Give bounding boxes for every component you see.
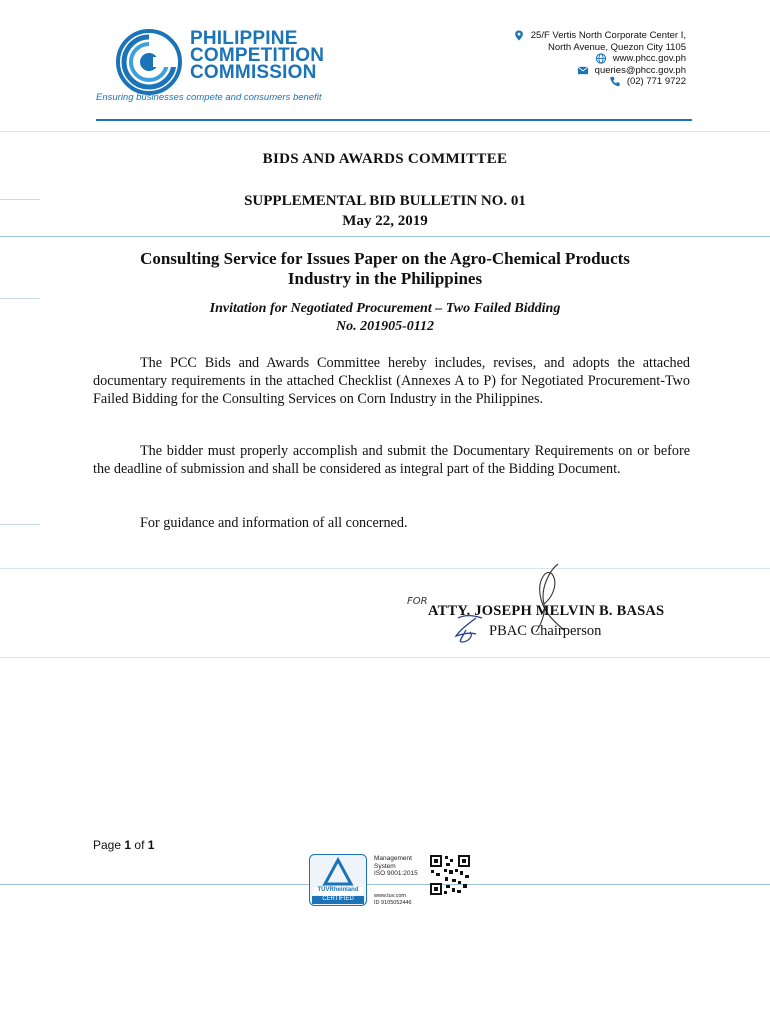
certification-url xyxy=(374,893,412,906)
qr-code-icon xyxy=(430,855,470,895)
bulletin-number: SUPPLEMENTAL BID BULLETIN NO. 01 xyxy=(244,193,526,209)
body-paragraph xyxy=(93,514,690,532)
tuv-certified: CERTIFIED xyxy=(322,896,354,902)
scan-line xyxy=(0,657,770,658)
page-word: Page xyxy=(93,838,122,852)
bulletin-date: May 22, 2019 xyxy=(342,213,428,229)
scan-line xyxy=(0,568,770,569)
committee-heading: BIDS AND AWARDS COMMITTEE xyxy=(262,151,508,167)
paragraph-text: The bidder must properly accomplish and submit the Documentary Requirements on or before the deadline of submission and shall be considered as integral part of the Bidding Document. xyxy=(93,443,690,478)
cert-url-line: www.tuv.com xyxy=(374,893,406,899)
scan-line xyxy=(0,131,770,132)
website-link[interactable]: www.phcc.gov.ph xyxy=(612,53,686,64)
handwritten-initials xyxy=(452,612,492,646)
page-current: 1 xyxy=(124,838,132,852)
invitation-number: No. 201905-0112 xyxy=(336,319,434,334)
invitation-heading xyxy=(0,300,770,336)
email-row xyxy=(436,65,686,77)
cert-id-line: ID 9105052446 xyxy=(374,899,412,906)
globe-icon xyxy=(595,53,607,64)
contact-block xyxy=(436,30,686,88)
tuv-brand: TÜVRheinland xyxy=(317,887,359,893)
signatory-role: PBAC Chairperson xyxy=(489,623,602,639)
for-mark: FOR xyxy=(407,596,428,607)
cert-line: Management xyxy=(374,855,412,862)
letterhead-divider xyxy=(96,119,692,121)
phone-row xyxy=(436,76,686,88)
location-pin-icon xyxy=(513,30,525,41)
scan-line xyxy=(0,884,770,885)
website-row xyxy=(436,53,686,65)
scan-line xyxy=(0,524,40,525)
page-number xyxy=(93,838,154,852)
project-title-line: Consulting Service for Issues Paper on the Agro-Chemical Products xyxy=(140,249,630,268)
cert-line: ISO 9001:2015 xyxy=(374,870,418,877)
signatory-name: ATTY. JOSEPH MELVIN B. BASAS xyxy=(428,603,665,619)
page-total: 1 xyxy=(147,838,155,852)
project-title xyxy=(0,249,770,289)
invitation-line: Invitation for Negotiated Procurement – Two Failed Bidding xyxy=(209,301,561,316)
pcc-logo-icon xyxy=(115,28,183,96)
address-line: North Avenue, Quezon City 1105 xyxy=(547,41,686,53)
address-line: 25/F Vertis North Corporate Center I, xyxy=(530,30,686,41)
address-row xyxy=(436,30,686,53)
org-tagline: Ensuring businesses compete and consumers benefit xyxy=(96,92,322,103)
org-name xyxy=(190,30,324,81)
bulletin-heading xyxy=(0,191,770,231)
page-of: of xyxy=(134,838,145,852)
scan-line xyxy=(0,236,770,237)
body-paragraph xyxy=(93,354,690,409)
org-name-line: COMMISSION xyxy=(190,62,317,83)
certification-text xyxy=(374,855,418,878)
paragraph-text: For guidance and information of all concerned. xyxy=(140,515,408,531)
phone-icon xyxy=(609,76,621,87)
body-paragraph xyxy=(93,442,690,478)
email-link[interactable]: queries@phcc.gov.ph xyxy=(594,64,686,76)
cert-line: System xyxy=(374,862,396,870)
paragraph-text: The PCC Bids and Awards Committee hereby includes, revises, and adopts the attached documentary requirements in the attached Checklist (Annexes A to P) for Negotiated Procurement-Two Failed Bidding for the Consulting Services on Corn Industry in the Philippines. xyxy=(93,355,690,408)
org-name-line: PHILIPPINE xyxy=(190,28,298,49)
org-name-line: COMPETITION xyxy=(190,45,325,66)
scan-line xyxy=(0,298,40,299)
phone-number: (02) 771 9722 xyxy=(626,76,686,87)
project-title-line: Industry in the Philippines xyxy=(287,269,483,288)
envelope-icon xyxy=(577,65,589,76)
